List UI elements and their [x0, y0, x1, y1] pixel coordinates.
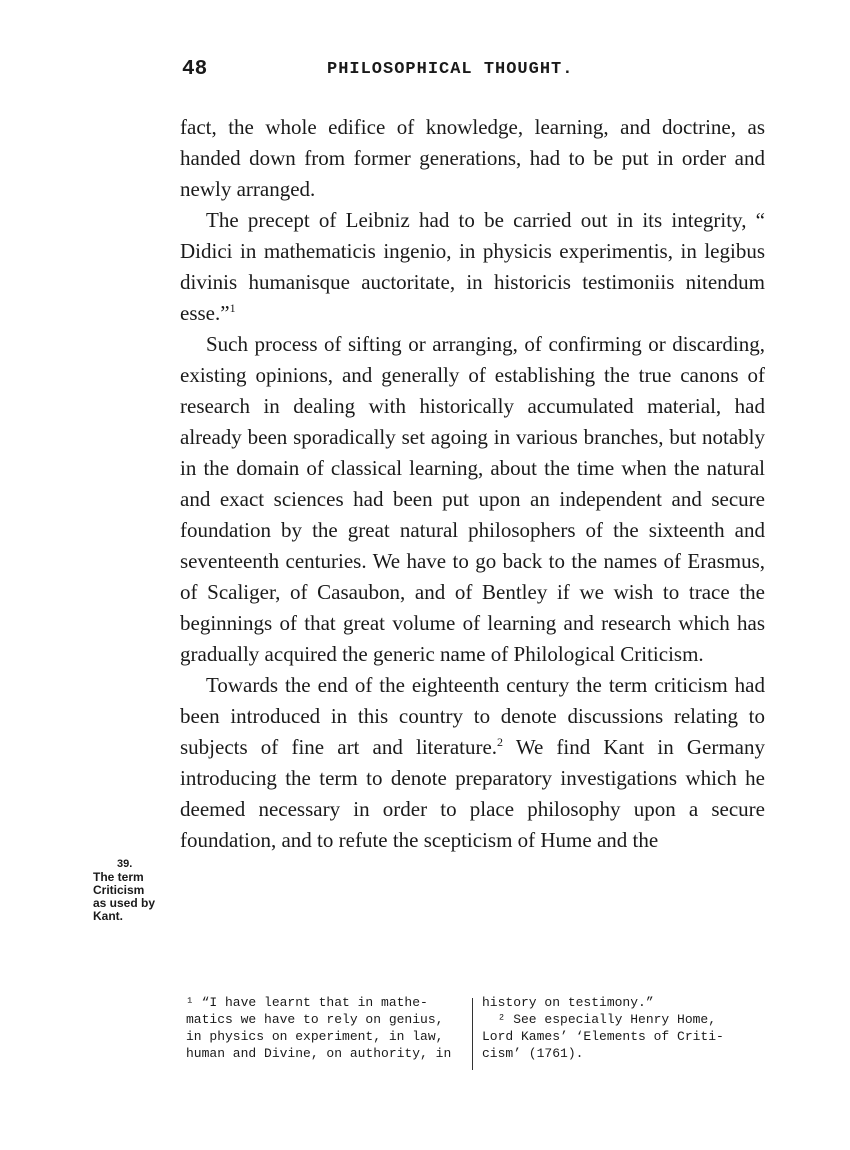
side-note-line: as used by: [93, 896, 156, 910]
running-head: PHILOSOPHICAL THOUGHT.: [327, 60, 574, 79]
page-header: [182, 58, 762, 88]
footnote-line: ¹ “I have learnt that in mathe-: [186, 995, 428, 1010]
footnote-ref-1: 1: [229, 301, 236, 315]
footnote-line: ² See especially Henry Home,: [482, 1012, 717, 1027]
paragraph-2-text: The precept of Leibniz had to be carried out in its integrity, “ Didici in mathematicis ingenio, in physicis experimentis, in legibus divinis humanisque auctoritate, in historicis testimoniis nitendum esse.”: [180, 208, 765, 325]
footnote-line: history on testimony.”: [482, 995, 654, 1010]
footnote-line: cism’ (1761).: [482, 1046, 584, 1061]
paragraph-3: Such process of sifting or arranging, of confirming or discarding, existing opinions, and generally of establishing the true canons of research in dealing with historically accumulated material, had already been sporadically set agoing in various branches, but notably in the domain of classical learning, about the time when the natural and exact sciences had been put upon an independent and secure foundation by the great natural philosophers of the sixteenth and seventeenth centuries. We have to go back to the names of Erasmus, of Scaliger, of Casaubon, and of Bentley if we wish to trace the beginnings of that great volume of learning and research which has gradually acquired the generic name of Philological Criticism.: [180, 332, 765, 666]
footnote-line: human and Divine, on authority, in: [186, 1046, 452, 1061]
footnote-line: matics we have to rely on genius,: [186, 1012, 444, 1027]
paragraph-4-text-b: We find Kant in Germany introducing the term to denote preparatory investigations which he deemed necessary in order to place philosophy upon a secure foundation, and to refute the scepticism of Hume and the: [180, 735, 765, 852]
paragraph-4-text-a: Towards the end of the eighteenth century the term criticism had been introduced in this country to denote discussions relating to subjects of fine art and literature.: [180, 673, 765, 759]
footnote-column-left: [186, 994, 464, 1062]
footnote-line: in physics on experiment, in law,: [186, 1029, 444, 1044]
side-note: [93, 858, 169, 923]
side-note-number: 39.: [117, 858, 133, 870]
side-note-line: Kant.: [93, 909, 123, 923]
paragraph-2: [180, 205, 765, 329]
footnotes: [186, 994, 764, 1074]
paragraph-4: [180, 670, 765, 856]
footnote-line: Lord Kames’ ‘Elements of Criti-: [482, 1029, 724, 1044]
side-note-line: The term: [93, 870, 144, 884]
page-number: 48: [182, 58, 208, 81]
body-text: [180, 112, 765, 856]
footnote-column-right: [482, 994, 764, 1062]
paragraph-1: fact, the whole edifice of knowledge, learning, and doctrine, as handed down from former generations, had to be put in order and newly arranged.: [180, 115, 765, 201]
side-note-line: Criticism: [93, 883, 145, 897]
footnote-ref-2: 2: [497, 735, 504, 749]
footnote-divider: [472, 998, 473, 1070]
